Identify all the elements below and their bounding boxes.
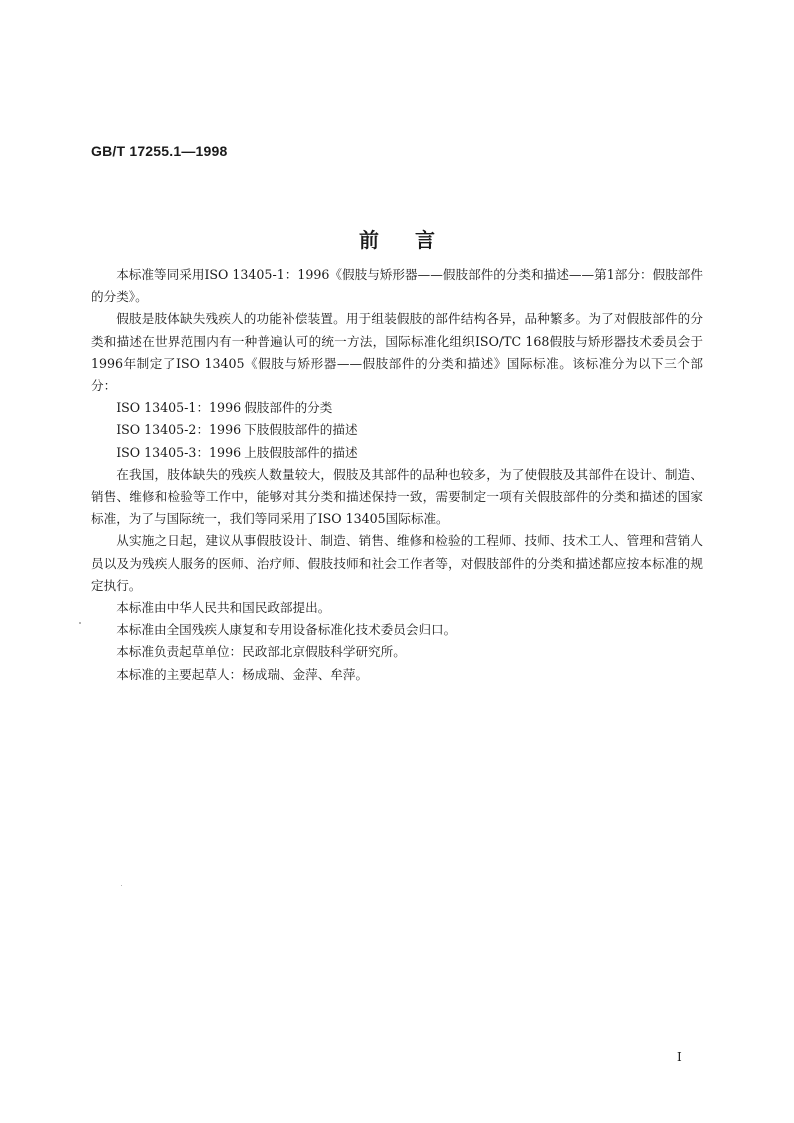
paragraph-committee: 本标准由全国残疾人康复和专用设备标准化技术委员会归口。: [116, 622, 457, 638]
paragraph-proposer: 本标准由中华人民共和国民政部提出。: [116, 600, 331, 616]
paragraph-background: 假肢是肢体缺失残疾人的功能补偿装置。用于组装假肢的部件结构各异，品种繁多。为了对假肢部件的分类和描述在世界范围内有一种普遍认可的统一方法，国际标准化组织ISO/TC 168假肢与矫形器技术委员会于1996年制定了ISO 13405《假肢与矫形器——假肢部件的分类和描述》国际标准。该标准分为以下三个部分：: [91, 311, 703, 394]
standard-title: 下肢假肢部件的描述: [244, 422, 358, 438]
paragraph-drafting-unit: 本标准负责起草单位：民政部北京假肢科学研究所。: [116, 644, 406, 660]
standard-code: ISO 13405-1：1996: [116, 400, 242, 416]
list-item: [91, 442, 703, 464]
standard-title: 假肢部件的分类: [244, 400, 333, 416]
list-item: [91, 419, 703, 441]
standards-list: [91, 397, 703, 464]
paragraph-implementation: 从实施之日起，建议从事假肢设计、制造、销售、维修和检验的工程师、技师、技术工人、管理和营销人员以及为残疾人服务的医师、治疗师、假肢技师和社会工作者等，对假肢部件的分类和描述都应按本标准的规定执行。: [91, 533, 703, 593]
scan-speck: [79, 622, 81, 624]
standard-code-header: GB/T 17255.1—1998: [91, 143, 228, 159]
paragraph-adoption: 本标准等同采用ISO 13405-1：1996《假肢与矫形器——假肢部件的分类和描述——第1部分：假肢部件的分类》。: [91, 267, 703, 305]
paragraph-national-need: 在我国，肢体缺失的残疾人数量较大，假肢及其部件的品种也较多，为了使假肢及其部件在设计、制造、销售、维修和检验等工作中，能够对其分类和描述保持一致，需要制定一项有关假肢部件的分类和描述的国家标准，为了与国际统一，我们等同采用了ISO 13405国际标准。: [91, 466, 703, 527]
standard-title: 上肢假肢部件的描述: [244, 444, 358, 460]
foreword-body: [91, 264, 703, 686]
standard-code: ISO 13405-3：1996: [116, 444, 242, 460]
standard-code: ISO 13405-2：1996: [116, 422, 242, 438]
paragraph-drafters: 本标准的主要起草人：杨成瑞、金萍、牟萍。: [116, 666, 369, 682]
page-title: 前言: [359, 228, 471, 252]
list-item: [91, 397, 703, 419]
scan-speck: [121, 885, 122, 886]
page-number: I: [677, 1050, 682, 1064]
